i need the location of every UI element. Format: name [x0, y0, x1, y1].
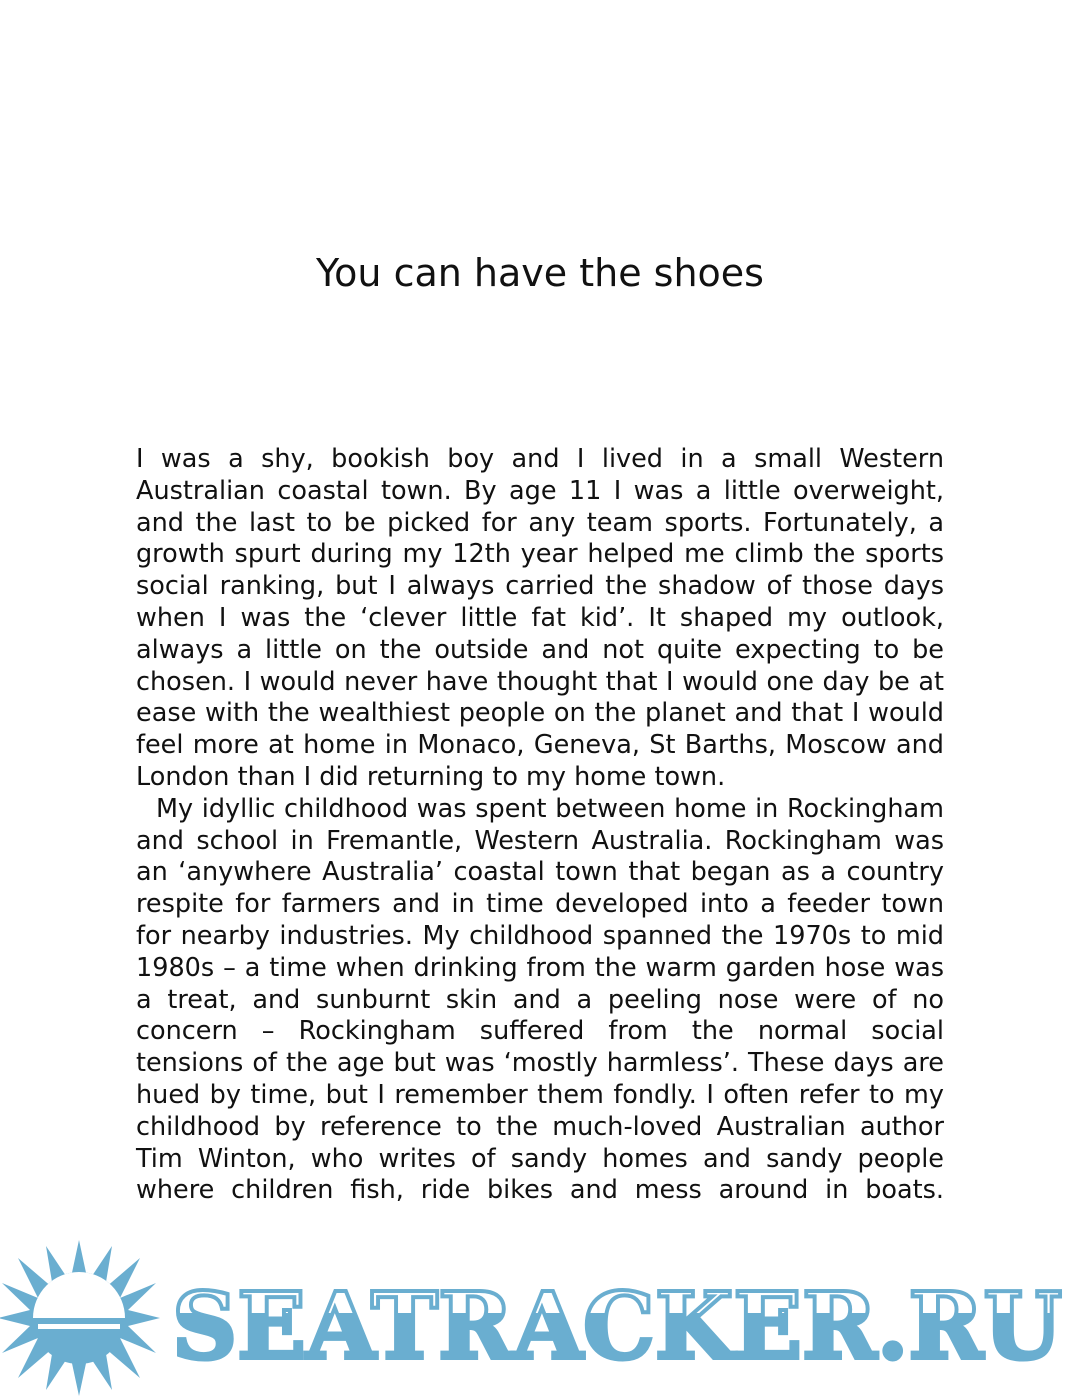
watermark [0, 1238, 1080, 1397]
body-text [136, 444, 944, 1207]
paragraph: My idyllic childhood was spent between home in Rockingham and school in Fremantle, Western Australia. Rockingham was an ‘anywhere Australia’ coastal town that began as a country respite for farmers and in time developed into a feeder town for nearby industries. My childhood spanned the 1970s to mid 1980s – a time when drinking from the warm garden hose was a treat, and sunburnt skin and a peeling nose were of no concern – Rockingham suffered from the normal social tensions of the age but was ‘mostly harmless’. These days are hued by time, but I remember them fondly. I often refer to my childhood by reference to the much-loved Australian author Tim Winton, who writes of sandy homes and sandy people where children fish, ride bikes and mess around in boats. [136, 793, 944, 1206]
sun-icon [0, 1240, 160, 1396]
paragraph: I was a shy, bookish boy and I lived in a small Western Australian coastal town. By age 11 I was a little overweight, and the last to be picked for any team sports. Fortunately, a growth spurt during my 12th year helped me climb the sports social ranking, but I always carried the shadow of those days when I was the ‘clever little fat kid’. It shaped my outlook, always a little on the outside and not quite expecting to be chosen. I would never have thought that I would one day be at ease with the wealthiest people on the planet and that I would feel more at home in Monaco, Geneva, St Barths, Moscow and London than I did returning to my home town. [136, 444, 944, 792]
watermark-text: SEATRACKER.RU [172, 1272, 1062, 1380]
page-title: You can have the shoes [316, 251, 764, 295]
